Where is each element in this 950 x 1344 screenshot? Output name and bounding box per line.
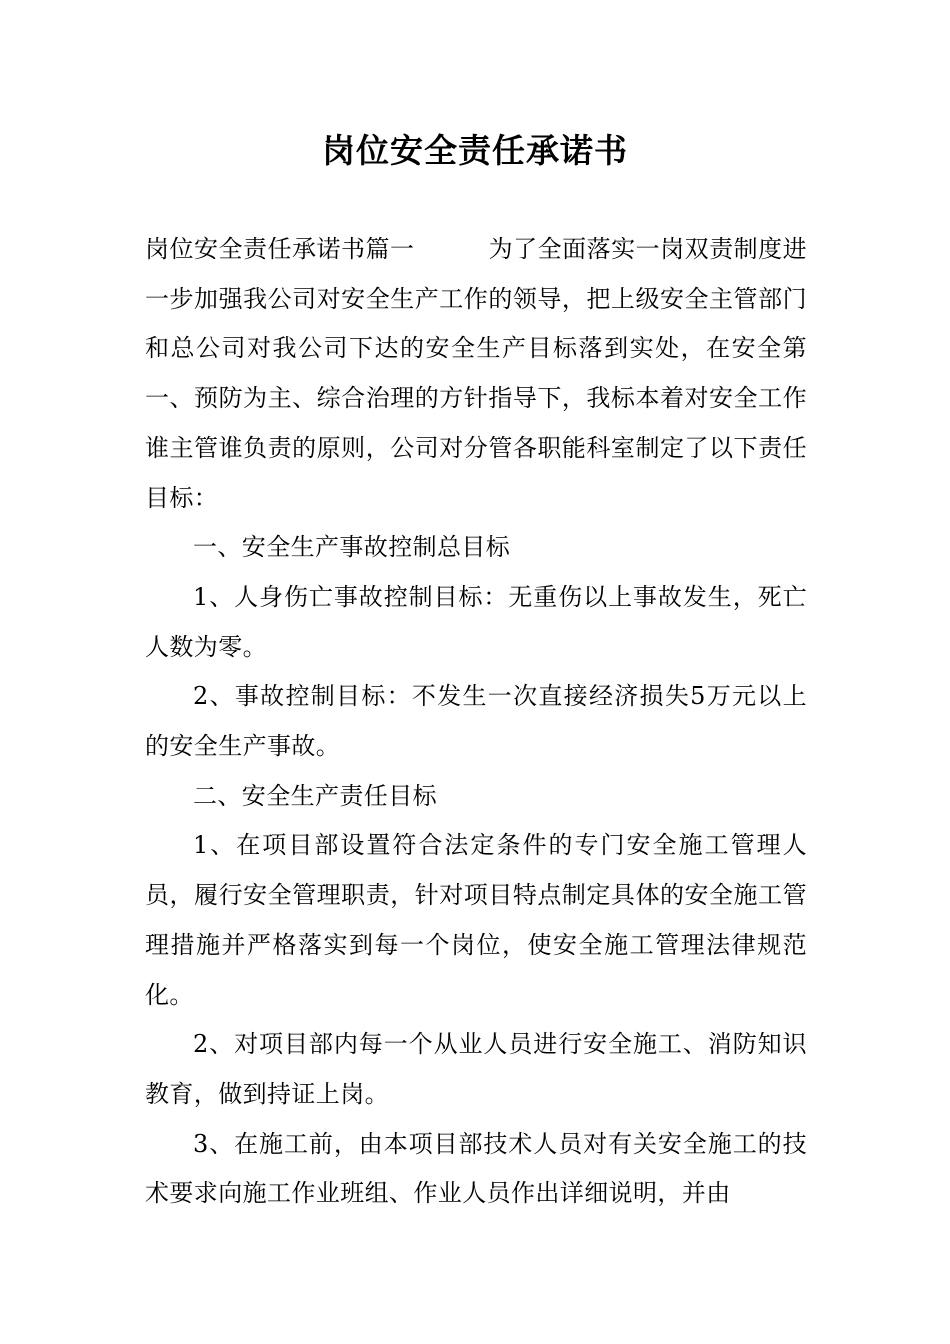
list-item-2-1: 1、在项目部设置符合法定条件的专门安全施工管理人员，履行安全管理职责，针对项目特点制定具体的安全施工管理措施并严格落实到每一个岗位，使安全施工管理法律规范化。 xyxy=(145,831,807,1009)
document-body xyxy=(145,225,807,1219)
intro-paragraph xyxy=(145,225,807,523)
intro-text: 为了全面落实一岗双责制度进一步加强我公司对安全生产工作的领导，把上级安全主管部门和总公司对我公司下达的安全生产目标落到实处，在安全第一、预防为主、综合治理的方针指导下，我标本着对安全工作谁主管谁负责的原则，公司对分管各职能科室制定了以下责任目标： xyxy=(145,235,807,512)
list-item-2-3: 3、在施工前，由本项目部技术人员对有关安全施工的技术要求向施工作业班组、作业人员作出详细说明，并由 xyxy=(145,1129,807,1208)
document-title: 岗位安全责任承诺书 xyxy=(322,131,628,170)
list-item-1-1: 1、人身伤亡事故控制目标：无重伤以上事故发生，死亡人数为零。 xyxy=(145,582,807,661)
list-item-2-2: 2、对项目部内每一个从业人员进行安全施工、消防知识教育，做到持证上岗。 xyxy=(145,1030,807,1108)
section-heading-2: 二、安全生产责任目标 xyxy=(193,781,437,810)
section-heading-1: 一、安全生产事故控制总目标 xyxy=(193,533,511,562)
intro-lead: 岗位安全责任承诺书篇一 xyxy=(145,235,415,263)
list-item-1-2: 2、事故控制目标：不发生一次直接经济损失5万元以上的安全生产事故。 xyxy=(145,682,807,761)
